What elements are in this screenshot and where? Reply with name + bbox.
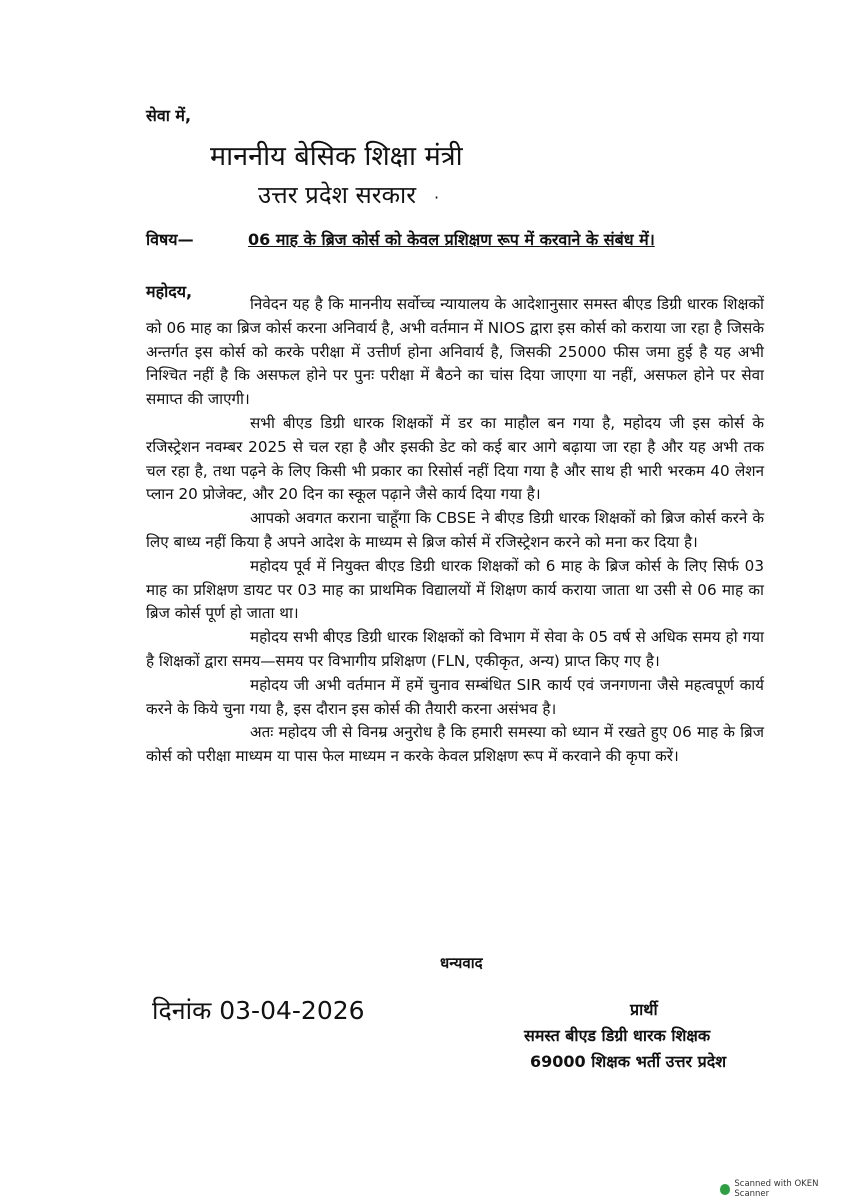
thanks-text: धन्यवाद — [440, 954, 483, 972]
subject-label: विषय— — [146, 230, 194, 249]
body-paragraph: सभी बीएड डिग्री धारक शिक्षकों में डर का माहौल बन गया है, महोदय जी इस कोर्स के रजिस्ट्रेशन नवम्बर 2025 से चल रहा है और इसकी डेट को कई बार आगे बढ़ाया जा रहा है और यह अभी तक चल रहा है, तथा पढ़ने के लिए किसी भी प्रकार का रिसोर्स नहीं दिया गया है और साथ ही भारी भरकम 40 लेशन प्लान 20 प्रोजेक्ट, और 20 दिन का स्कूल पढ़ाने जैसे कार्य दिया गया है। — [146, 413, 764, 504]
body-paragraph: आपको अवगत कराना चाहूँगा कि CBSE ने बीएड डिग्री धारक शिक्षकों को ब्रिज कोर्स करने के लिए बाध्य नहीं किया है अपने आदेश के माध्यम से ब्रिज कोर्स में रजिस्ट्रेशन करने को मना कर दिया है। — [146, 509, 764, 551]
body-paragraph: महोदय जी अभी वर्तमान में हमें चुनाव सम्बंधित SIR कार्य एवं जनगणना जैसे महत्वपूर्ण कार्य करने के किये चुना गया है, इस दौरान इस कोर्स की तैयारी करना असंभव है। — [146, 675, 764, 718]
addressee-organization-text: उत्तर प्रदेश सरकार — [258, 181, 417, 209]
body-paragraph: निवेदन यह है कि माननीय सर्वोच्च न्यायालय के आदेशानुसार समस्त बीएड डिग्री धारक शिक्षकों को 06 माह का ब्रिज कोर्स करना अनिवार्य है, अभी वर्तमान में NIOS द्वारा इस कोर्स को कराया जा रहा है जिसके अन्तर्गत इस कोर्स को करके परीक्षा में उत्तीर्ण होना अनिवार्य है, जिसकी 25000 फीस जमा हुई है यह अभी निश्चित नहीं है कि असफल होने पर पुनः परीक्षा में बैठने का चांस दिया जाएगा या नहीं, असफल होने पर सेवा समाप्त की जाएगी। — [146, 295, 764, 409]
scanner-logo-icon — [720, 1184, 730, 1195]
body-paragraph: अतः महोदय जी से विनम्र अनुरोध है कि हमारी समस्या को ध्यान में रखते हुए 06 माह के ब्रिज कोर्स को परीक्षा माध्यम या पास फेल माध्यम न करके केवल प्रशिक्षण रूप में करवाने की कृपा करें। — [146, 723, 764, 766]
addressee-title: माननीय बेसिक शिक्षा मंत्री — [210, 141, 463, 172]
body-paragraph: महोदय पूर्व में नियुक्त बीएड डिग्री धारक शिक्षकों को 6 माह के ब्रिज कोर्स के लिए सिर्फ 03 माह का प्रशिक्षण डायट पर 03 माह का प्राथमिक विद्यालयों में शिक्षण कार्य कराया जाता था उसी से 06 माह का ब्रिज कोर्स पूर्ण हो जाता था। — [146, 556, 764, 623]
signature-recruitment: 69000 शिक्षक भर्ती उत्तर प्रदेश — [530, 1052, 727, 1071]
body-paragraph: महोदय सभी बीएड डिग्री धारक शिक्षकों को विभाग में सेवा के 05 वर्ष से अधिक समय हो गया है शिक्षकों द्वारा समय—समय पर विभागीय प्रशिक्षण (FLN, एकीकृत, अन्य) प्राप्त किए गए है। — [146, 628, 764, 670]
signature-applicant: प्रार्थी — [630, 1000, 658, 1019]
date-line: दिनांक 03-04-2026 — [152, 996, 365, 1025]
salutation-top: सेवा में, — [146, 106, 192, 125]
scanner-watermark — [720, 1179, 849, 1199]
subject-text: 06 माह के ब्रिज कोर्स को केवल प्रशिक्षण रूप में करवाने के संबंध में। — [248, 230, 655, 249]
scanner-watermark-text: Scanned with OKEN Scanner — [734, 1179, 819, 1199]
letter-body — [146, 293, 764, 769]
signature-group: समस्त बीएड डिग्री धारक शिक्षक — [524, 1026, 711, 1045]
addressee-organization — [258, 178, 439, 211]
stray-dot-mark: · — [434, 188, 440, 207]
greeting: महोदय, — [146, 282, 193, 301]
